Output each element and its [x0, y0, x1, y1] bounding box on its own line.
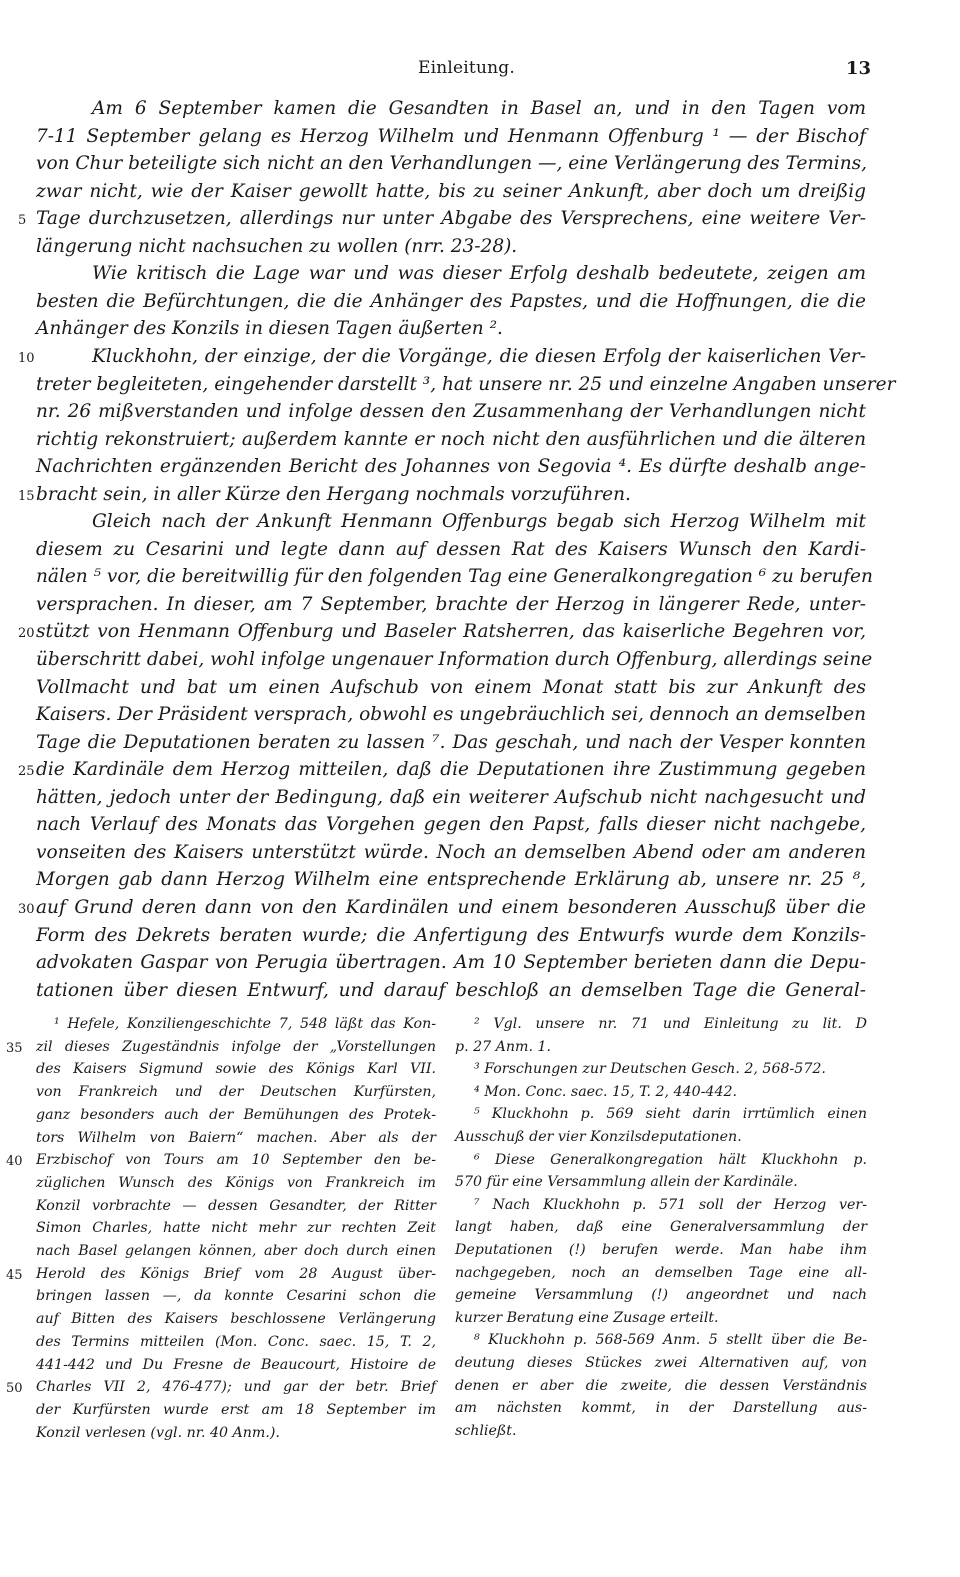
line-number: 15 [18, 488, 35, 504]
footnote-line: langt haben, daß eine Generalversammlung der [455, 1219, 867, 1236]
body-text-line: überschritt dabei, wohl infolge ungenauer Information durch Offenburg, allerdings seine [36, 649, 873, 670]
line-number: 25 [18, 764, 35, 780]
footnote-line: Deputationen (!) berufen werde. Man habe ihm [455, 1242, 867, 1258]
body-text-line: Anhänger des Konzils in diesen Tagen äußerten ². [36, 318, 503, 340]
body-text-line: 7-11 September gelang es Herzog Wilhelm und Henmann Offenburg ¹ — der Bischof [36, 125, 866, 147]
line-number: 10 [18, 350, 35, 366]
body-text-line: vonseiten des Kaisers unterstützt würde. Noch an demselben Abend oder am anderen [36, 841, 866, 863]
footnote-line: Simon Charles, hatte nicht mehr zur rechten Zeit [36, 1220, 436, 1237]
body-text-line: Wie kritisch die Lage war und was dieser Erfolg deshalb bedeutete, zeigen am [92, 263, 866, 285]
line-number: 5 [18, 213, 27, 229]
footnote-line: Konzil verlesen (vgl. nr. 40 Anm.). [36, 1424, 280, 1441]
body-text-line: die Kardinäle dem Herzog mitteilen, daß die Deputationen ihre Zustimmung gegeben [36, 759, 866, 781]
footnote-line: ⁶ Diese Generalkongregation hält Kluckhohn p. [474, 1151, 867, 1168]
body-text-line: nach Verlauf des Monats das Vorgehen gegen den Papst, falls dieser nicht nachgebe, [36, 814, 866, 836]
body-text-line: Morgen gab dann Herzog Wilhelm eine entsprechende Erklärung ab, unsere nr. 25 ⁸, [36, 869, 866, 891]
body-text-line: treter begleiteten, eingehender darstellt ³, hat unsere nr. 25 und einzelne Angaben unserer [36, 373, 896, 395]
footnote-line: ³ Forschungen zur Deutschen Gesch. 2, 568-572. [474, 1061, 826, 1078]
running-head: Einleitung. [418, 58, 515, 78]
body-text-line: richtig rekonstruiert; außerdem kannte er noch nicht den ausführlichen und die älteren [36, 428, 866, 450]
footnote-line: denen er aber die zweite, die dessen Verständnis [455, 1377, 867, 1394]
body-text-line: Am 6 September kamen die Gesandten in Basel an, und in den Tagen vom [92, 98, 866, 119]
footnote-line: ⁴ Mon. Conc. saec. 15, T. 2, 440-442. [474, 1083, 738, 1100]
footnote-line: Herold des Königs Brief vom 28 August über- [36, 1265, 436, 1282]
line-number: 20 [18, 626, 35, 642]
footnote-line: des Termins mitteilen (Mon. Conc. saec. 15, T. 2, [36, 1333, 436, 1350]
page-number: 13 [846, 58, 872, 79]
footnote-line: ⁵ Kluckhohn p. 569 sieht darin irrtümlich einen [474, 1106, 867, 1123]
body-text-line: stützt von Henmann Offenburg und Baseler Ratsherren, das kaiserliche Begehren vor, [36, 621, 866, 643]
body-text-line: bracht sein, in aller Kürze den Hergang nochmals vorzuführen. [36, 483, 631, 505]
footnote-line: gemeine Versammlung (!) angeordnet und nach [455, 1287, 867, 1304]
footnote-line: deutung dieses Stückes zwei Alternativen auf, von [455, 1355, 867, 1371]
footnote-line: Charles VII 2, 476-477); und gar der betr. Brief [36, 1379, 436, 1396]
body-text-line: Kaisers. Der Präsident versprach, obwohl es ungebräuchlich sei, dennoch an demselben [36, 704, 866, 726]
footnote-line: auf Bitten des Kaisers beschlossene Verlängerung [36, 1311, 436, 1328]
footnote-line: tors Wilhelm von Baiern“ machen. Aber als der [36, 1129, 436, 1146]
body-text-line: längerung nicht nachsuchen zu wollen (nrr. 23-28). [36, 235, 518, 257]
line-number: 45 [6, 1267, 23, 1283]
body-text-line: von Chur beteiligte sich nicht an den Verhandlungen —, eine Verlängerung des Termins, [36, 153, 867, 175]
body-text-line: versprachen. In dieser, am 7 September, brachte der Herzog in längerer Rede, unter- [36, 593, 866, 615]
body-text-line: auf Grund deren dann von den Kardinälen und einem besonderen Ausschuß über die [36, 896, 866, 918]
footnote-line: nachgegeben, noch an demselben Tage eine all- [455, 1264, 867, 1281]
line-number: 50 [6, 1381, 23, 1397]
body-text-line: Tage die Deputationen beraten zu lassen ⁷. Das geschah, und nach der Vesper konnten [36, 731, 866, 753]
footnote-line: ⁷ Nach Kluckhohn p. 571 soll der Herzog ver- [474, 1196, 867, 1213]
footnote-line: ¹ Hefele, Konziliengeschichte 7, 548 läßt das Kon- [54, 1016, 436, 1032]
body-text-line: besten die Befürchtungen, die die Anhänger des Papstes, und die Hoffnungen, die die [36, 290, 866, 312]
footnote-line: p. 27 Anm. 1. [455, 1038, 552, 1055]
footnote-line: züglichen Wunsch des Königs von Frankreich im [36, 1174, 436, 1191]
body-text-line: advokaten Gaspar von Perugia übertragen. Am 10 September berieten dann die Depu- [36, 952, 866, 974]
line-number: 40 [6, 1154, 23, 1170]
footnote-line: schließt. [455, 1422, 517, 1439]
footnote-line: des Kaisers Sigmund sowie des Königs Karl VII. [36, 1061, 436, 1078]
footnote-line: Konzil vorbrachte — dessen Gesandter, der Ritter [36, 1197, 436, 1214]
footnote-line: 570 für eine Versammlung allein der Kardinäle. [455, 1174, 798, 1191]
footnote-line: zil dieses Zugeständnis infolge der „Vorstellungen [36, 1038, 436, 1055]
body-text-line: hätten, jedoch unter der Bedingung, daß ein weiterer Aufschub nicht nachgesucht und [36, 786, 866, 808]
footnote-line: nach Basel gelangen können, aber doch durch einen [36, 1243, 436, 1259]
footnote-line: ² Vgl. unsere nr. 71 und Einleitung zu lit. D [474, 1016, 867, 1032]
footnote-line: ⁸ Kluckhohn p. 568-569 Anm. 5 stellt über die Be- [474, 1332, 867, 1349]
body-text-line: Tage durchzusetzen, allerdings nur unter Abgabe des Versprechens, eine weitere Ver- [36, 208, 866, 230]
body-text-line: nälen ⁵ vor, die bereitwillig für den folgenden Tag eine Generalkongregation ⁶ zu berufen [36, 566, 873, 588]
line-number: 30 [18, 901, 35, 917]
footnote-line: Ausschuß der vier Konzilsdeputationen. [455, 1129, 742, 1145]
body-text-line: Kluckhohn, der einzige, der die Vorgänge, die diesen Erfolg der kaiserlichen Ver- [92, 345, 866, 367]
line-number: 35 [6, 1040, 23, 1056]
footnote-line: der Kurfürsten wurde erst am 18 September im [36, 1401, 436, 1418]
footnote-line: kurzer Beratung eine Zusage erteilt. [455, 1309, 719, 1326]
footnote-line: 441-442 und Du Fresne de Beaucourt, Histoire de [36, 1356, 436, 1373]
footnote-line: ganz besonders auch der Bemühungen des Protek- [36, 1106, 436, 1123]
body-text-line: Form des Dekrets beraten wurde; die Anfertigung des Entwurfs wurde dem Konzils- [36, 924, 866, 946]
body-text-line: diesem zu Cesarini und legte dann auf dessen Rat des Kaisers Wunsch den Kardi- [36, 538, 866, 560]
body-text-line: nr. 26 mißverstanden und infolge dessen den Zusammenhang der Verhandlungen nicht [36, 401, 866, 423]
body-text-line: Nachrichten ergänzenden Bericht des Johannes von Segovia ⁴. Es dürfte deshalb ange- [36, 456, 866, 478]
body-text-line: tationen über diesen Entwurf, und darauf beschloß an demselben Tage die General- [36, 979, 866, 1001]
body-text-line: Gleich nach der Ankunft Henmann Offenburgs begab sich Herzog Wilhelm mit [92, 511, 866, 533]
footnote-line: am nächsten kommt, in der Darstellung aus- [455, 1400, 867, 1417]
body-text-line: zwar nicht, wie der Kaiser gewollt hatte, bis zu seiner Ankunft, aber doch um dreißig [36, 180, 866, 202]
footnote-line: von Frankreich und der Deutschen Kurfürsten, [36, 1084, 436, 1101]
footnote-line: Erzbischof von Tours am 10 September den be- [36, 1152, 436, 1169]
body-text-line: Vollmacht und bat um einen Aufschub von einem Monat statt bis zur Ankunft des [36, 676, 866, 698]
footnote-line: bringen lassen —, da konnte Cesarini schon die [36, 1288, 436, 1305]
